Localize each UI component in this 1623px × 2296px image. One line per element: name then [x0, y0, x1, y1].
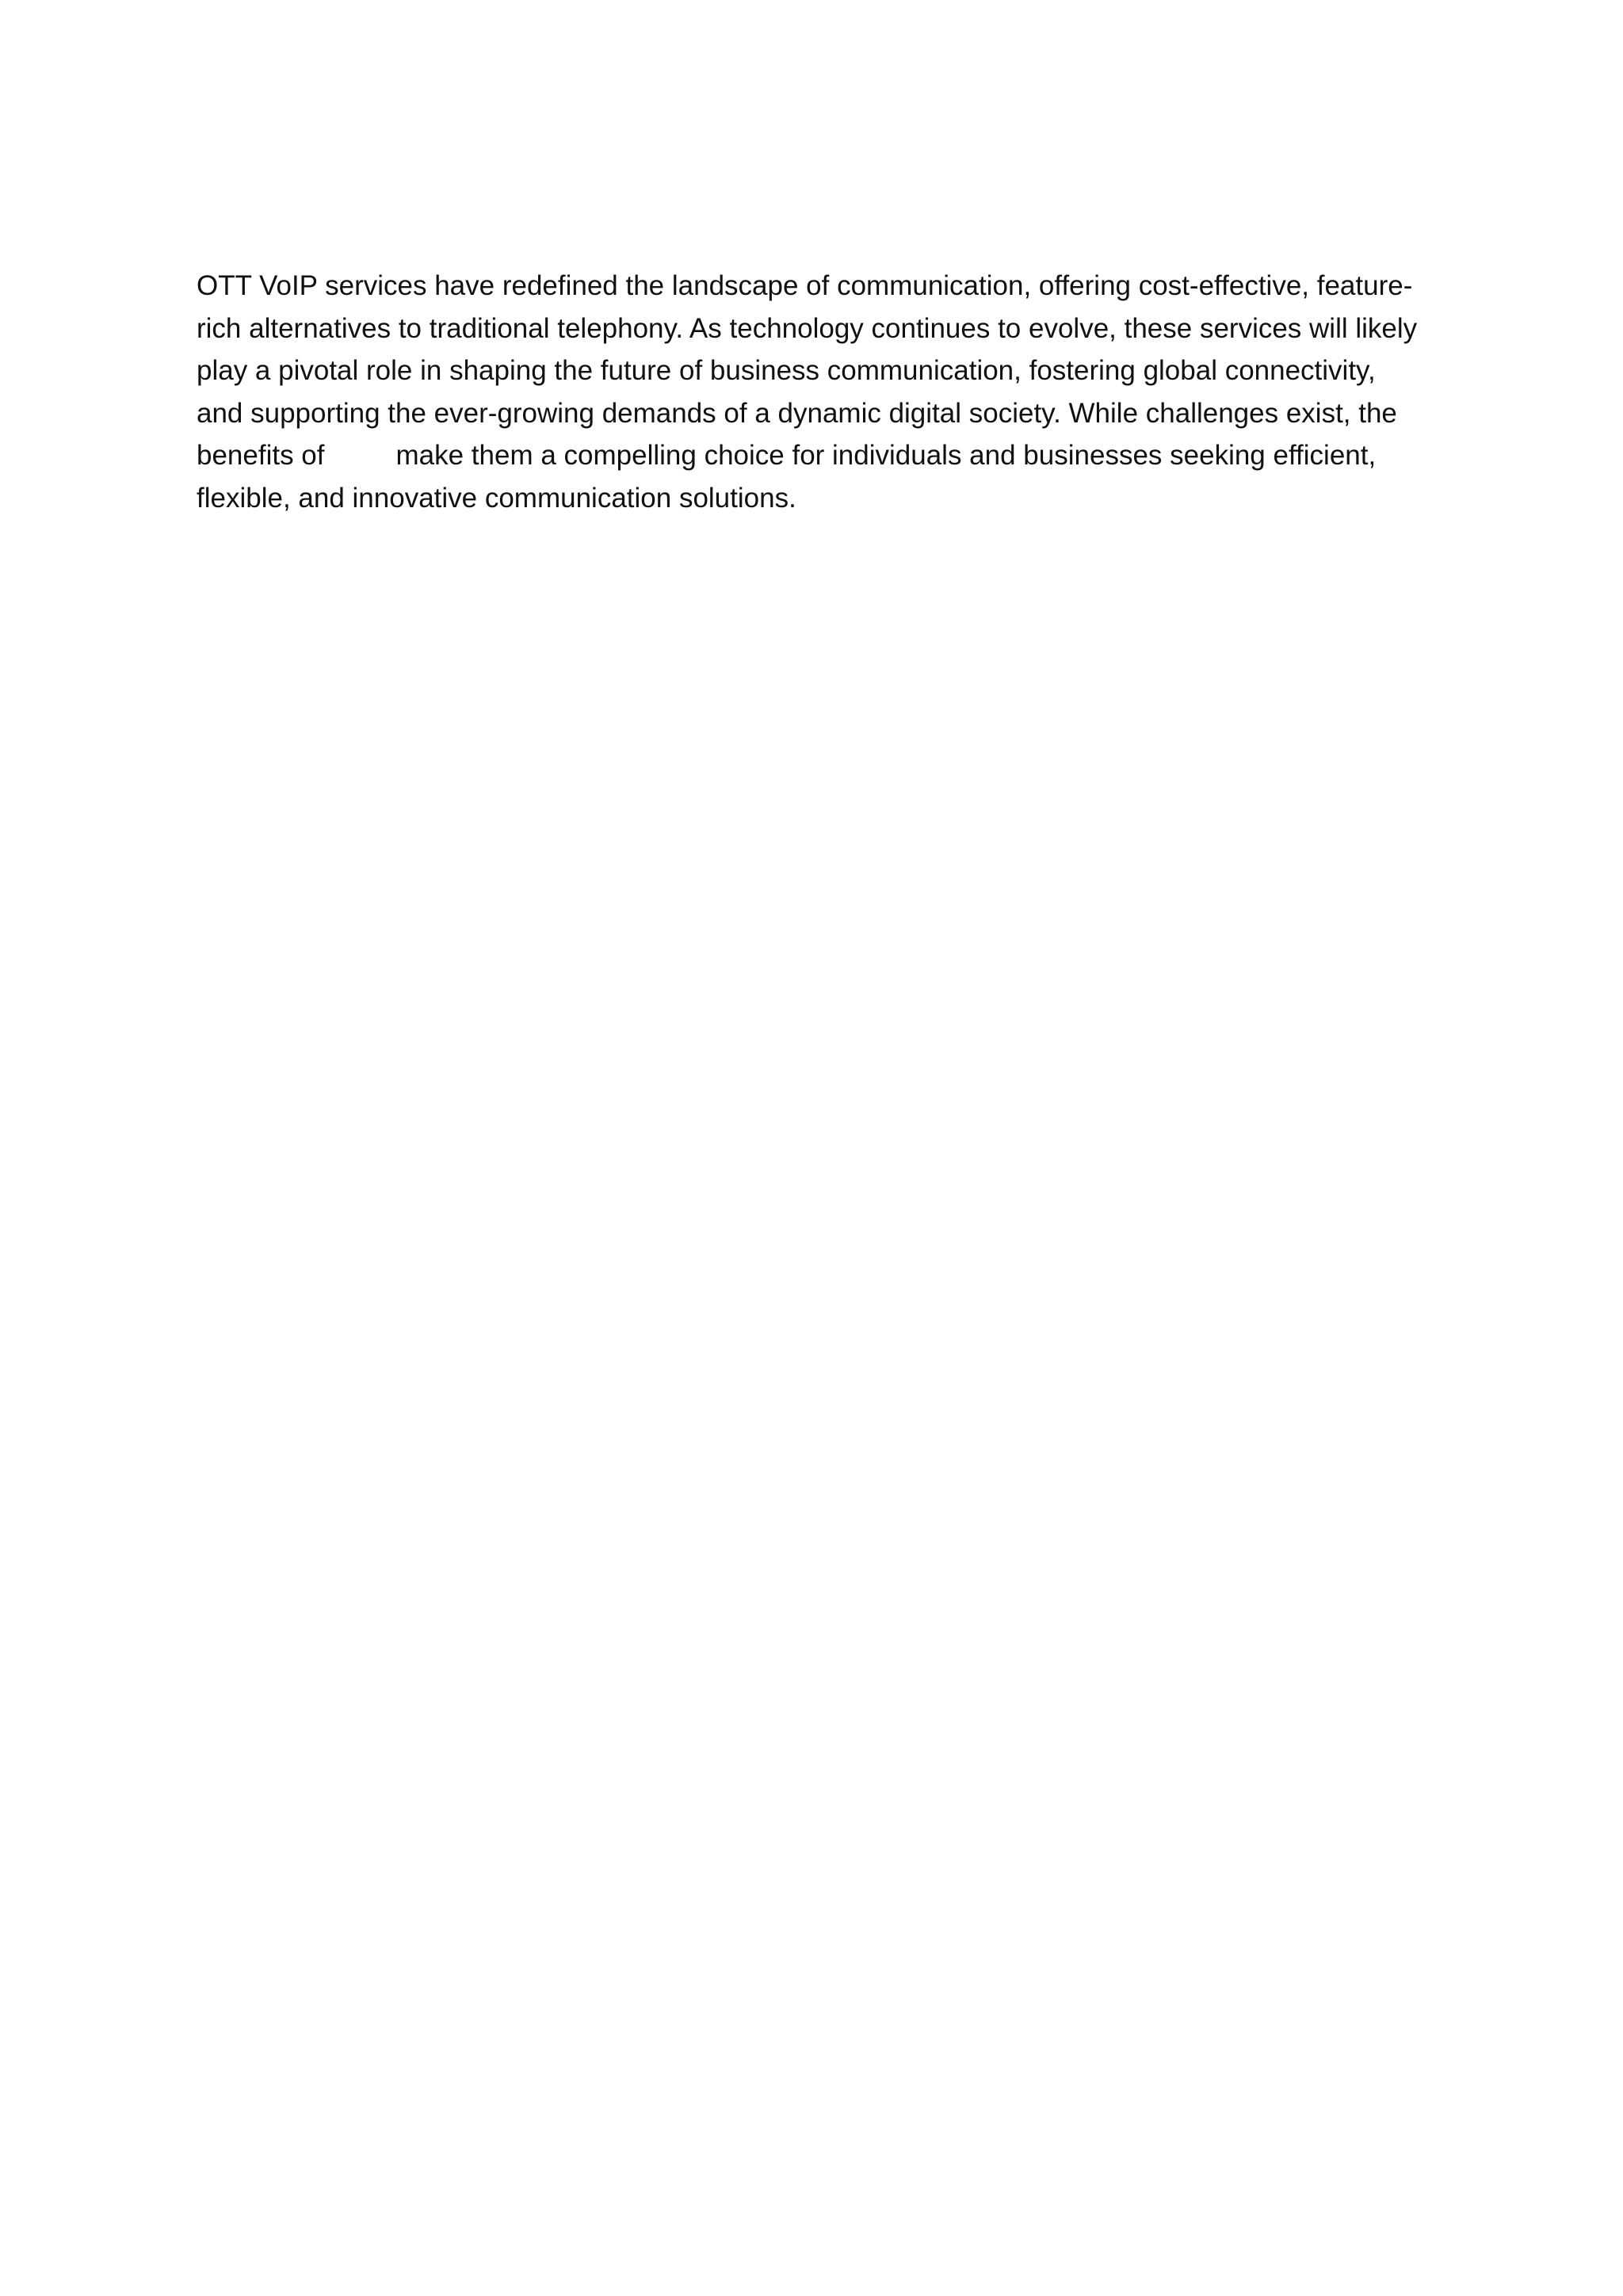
- paragraph-line: and supporting the ever-growing demands of a dynamic digital society. While challenges exist, the: [197, 397, 1397, 429]
- paragraph-line: [197, 434, 1465, 477]
- paragraph-line: OTT VoIP services have redefined the landscape of communication, offering cost-effective, feature-: [197, 270, 1413, 301]
- body-paragraph: [197, 265, 1465, 519]
- line-text-after-gap: make them a compelling choice for individuals and businesses seeking efficient,: [395, 440, 1377, 471]
- line-text-before-gap: benefits of: [197, 440, 325, 471]
- paragraph-line: rich alternatives to traditional telephony. As technology continues to evolve, these services will likely: [197, 312, 1418, 344]
- paragraph-line: flexible, and innovative communication solutions.: [197, 482, 796, 514]
- paragraph-line: play a pivotal role in shaping the future of business communication, fostering global connectivity,: [197, 355, 1376, 386]
